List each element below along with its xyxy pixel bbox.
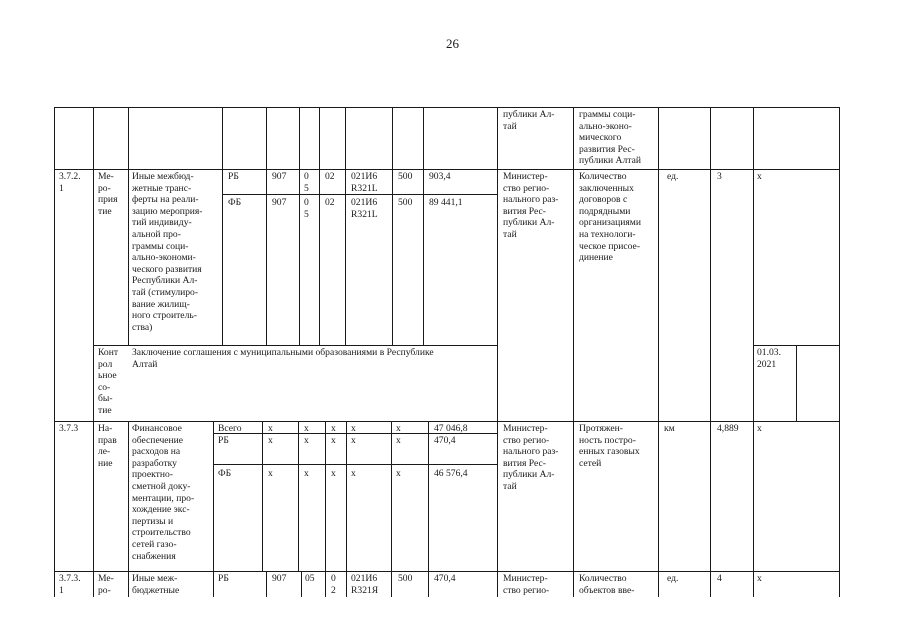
row-3721-indicator: Количество заключенных договоров с подрядными организациями на технологи- ческое присое- динение (579, 171, 641, 264)
row-3731-executor: Министер- ство регио- (503, 573, 550, 596)
v-col-sum-b2 (428, 421, 429, 571)
row-3721-sub1-grbs: 907 (272, 171, 287, 182)
row-373-executor: Министер- ство регио- нального раз- вития Рес- публики Ал- тай (503, 423, 559, 492)
row-373-total-vr: х (396, 423, 401, 434)
row-373-type: На- прав ле- ние (98, 423, 117, 469)
row-373-sub2-vr: х (396, 468, 401, 479)
row-3731-sub1-pr: 0 2 (331, 573, 336, 596)
row-3721-sub1-rz: 0 5 (304, 171, 309, 194)
row-3721-name: Иные межбюд- жетные транс- ферты на реали- зацию мероприя- тий индивиду- альной про- граммы соци- ально-экономи- ческого развития Республики Ал- тай (стимулиро- вание жилищ- ного строитель- ства) (132, 171, 203, 333)
row-373-total-grbs: х (268, 423, 273, 434)
row-3731-indicator: Количество объектов вве- (579, 573, 635, 596)
v-col-value (710, 107, 711, 597)
v-col-csr-b2 (346, 421, 347, 571)
row-373-indicator: Протяжен- ность постро- енных газовых сетей (579, 423, 640, 469)
row-3721-sub2-source: ФБ (228, 197, 242, 208)
v-col-grbs-b2 (262, 421, 263, 571)
row-3721-sub2-csr: 021И6 R321L (351, 197, 378, 220)
v-col-sum-b3 (428, 571, 429, 597)
row-3721-sub2-vr: 500 (398, 197, 413, 208)
row-373-sub2-grbs: х (268, 468, 273, 479)
v-col-vr-b2 (391, 421, 392, 571)
row-3721-mark: х (757, 171, 762, 182)
row-3731-type: Ме- ро- (98, 573, 114, 596)
v-col-src-b2 (213, 421, 214, 571)
v-col-rz-b2 (298, 421, 299, 571)
v-col-rz-b3 (301, 571, 302, 597)
row-373-sub2-sum: 46 576,4 (434, 468, 468, 479)
v-col-src-b1 (222, 107, 223, 345)
control-event-top (94, 345, 498, 346)
row-divider-373 (54, 421, 840, 422)
row-3731-value: 4 (717, 573, 722, 584)
v-col-csr-b1 (345, 107, 346, 345)
sub-divider-373-b (213, 464, 498, 465)
v-col-unit (658, 107, 659, 597)
row-373-sub2-rz: х (304, 468, 309, 479)
row-373-total-pr: х (331, 423, 336, 434)
row-373-sub1-csr: х (351, 435, 356, 446)
row-3731-sub1-rz: 05 (305, 573, 315, 584)
row-3731-sub1-csr: 021И6 R321Я (351, 573, 379, 596)
row-373-unit: км (664, 423, 675, 434)
row-3721-sub2-grbs: 907 (272, 197, 287, 208)
v-col-name-b2 (128, 421, 129, 597)
row-373-sub2-source: ФБ (218, 468, 232, 479)
row-3721-sub1-csr: 021И6 R321L (351, 171, 378, 194)
control-event-date: 01.03. 2021 (757, 347, 781, 370)
v-col-grbs-b1 (266, 107, 267, 345)
row-3721-sub2-pr: 02 (325, 197, 335, 208)
v-col-csr-b3 (346, 571, 347, 597)
row-373-total-source: Всего (218, 423, 242, 434)
v-col-grbs-b3 (266, 571, 267, 597)
row-3721-sub1-vr: 500 (398, 171, 413, 182)
row-373-total-sum: 47 046,8 (434, 423, 468, 434)
v-right-border (839, 107, 840, 597)
v-left-border (54, 107, 55, 597)
v-control-date-right (796, 345, 797, 421)
v-col-mark (753, 107, 754, 597)
row-373-value: 4,889 (717, 423, 739, 434)
continuation-indicator: граммы соци- ально-эконо- мического развития Рес- публики Алтай (579, 109, 641, 167)
row-373-sub1-rz: х (304, 435, 309, 446)
page-number: 26 (446, 36, 459, 51)
row-373-sub1-grbs: х (268, 435, 273, 446)
v-col-pr-b2 (325, 421, 326, 571)
row-373-total-rz: х (304, 423, 309, 434)
row-373-sub2-pr: х (331, 468, 336, 479)
control-event-text: Заключение соглашения с муниципальными образованиями в Республике Алтай (132, 347, 434, 370)
v-col-rz-b1 (299, 107, 300, 345)
row-3731-sub1-source: РБ (218, 573, 229, 584)
v-col-src-b3 (213, 571, 214, 597)
v-col-exec (497, 107, 498, 597)
row-divider-3731 (54, 571, 840, 572)
row-3721-value: 3 (717, 171, 722, 182)
row-3721-sub2-rz: 0 5 (304, 197, 309, 220)
row-3731-sub1-grbs: 907 (272, 573, 287, 584)
continuation-executor: публики Ал- тай (503, 109, 555, 132)
row-3721-sub2-sum: 89 441,1 (429, 197, 463, 208)
row-3731-name: Иные меж- бюджетные (132, 573, 180, 596)
v-col-pr-b1 (319, 107, 320, 345)
table-top-border (54, 107, 840, 108)
row-373-sub1-pr: х (331, 435, 336, 446)
row-3731-mark: х (757, 573, 762, 584)
v-col-vr-b1 (392, 107, 393, 345)
row-3721-sub1-pr: 02 (325, 171, 335, 182)
row-373-sub1-vr: х (396, 435, 401, 446)
row-3731-number: 3.7.3. 1 (59, 573, 81, 596)
row-3731-sub1-sum: 470,4 (434, 573, 456, 584)
row-373-sub2-csr: х (351, 468, 356, 479)
v-col-indicator (573, 107, 574, 597)
v-col-sum-b1 (423, 107, 424, 345)
row-3721-type: Ме- ро- прия тие (98, 171, 118, 217)
row-3721-executor: Министер- ство регио- нального раз- вития Рес- публики Ал- тай (503, 171, 559, 240)
row-3721-sub1-sum: 903,4 (429, 171, 451, 182)
v-col-vr-b3 (391, 571, 392, 597)
control-event-type: Конт рол ьное со- бы- тие (98, 347, 119, 416)
row-divider-3721 (54, 169, 840, 170)
row-373-name: Финансовое обеспечение расходов на разработку проектно- сметной доку- ментации, про- хождение экс- пертизы и строительство сетей газо- снабжения (132, 423, 195, 562)
row-3731-sub1-vr: 500 (398, 573, 413, 584)
v-col-type (93, 107, 94, 597)
row-3721-sub1-source: РБ (228, 171, 239, 182)
row-373-sub1-sum: 470,4 (434, 435, 456, 446)
v-col-name-b1 (128, 107, 129, 345)
row-373-total-csr: х (351, 423, 356, 434)
row-3731-unit: ед. (667, 573, 679, 584)
row-3721-number: 3.7.2. 1 (59, 171, 81, 194)
row-373-sub1-source: РБ (218, 435, 229, 446)
row-373-mark: х (757, 423, 762, 434)
row-3721-unit: ед. (667, 171, 679, 182)
v-col-pr-b3 (325, 571, 326, 597)
row-373-number: 3.7.3 (59, 423, 79, 434)
